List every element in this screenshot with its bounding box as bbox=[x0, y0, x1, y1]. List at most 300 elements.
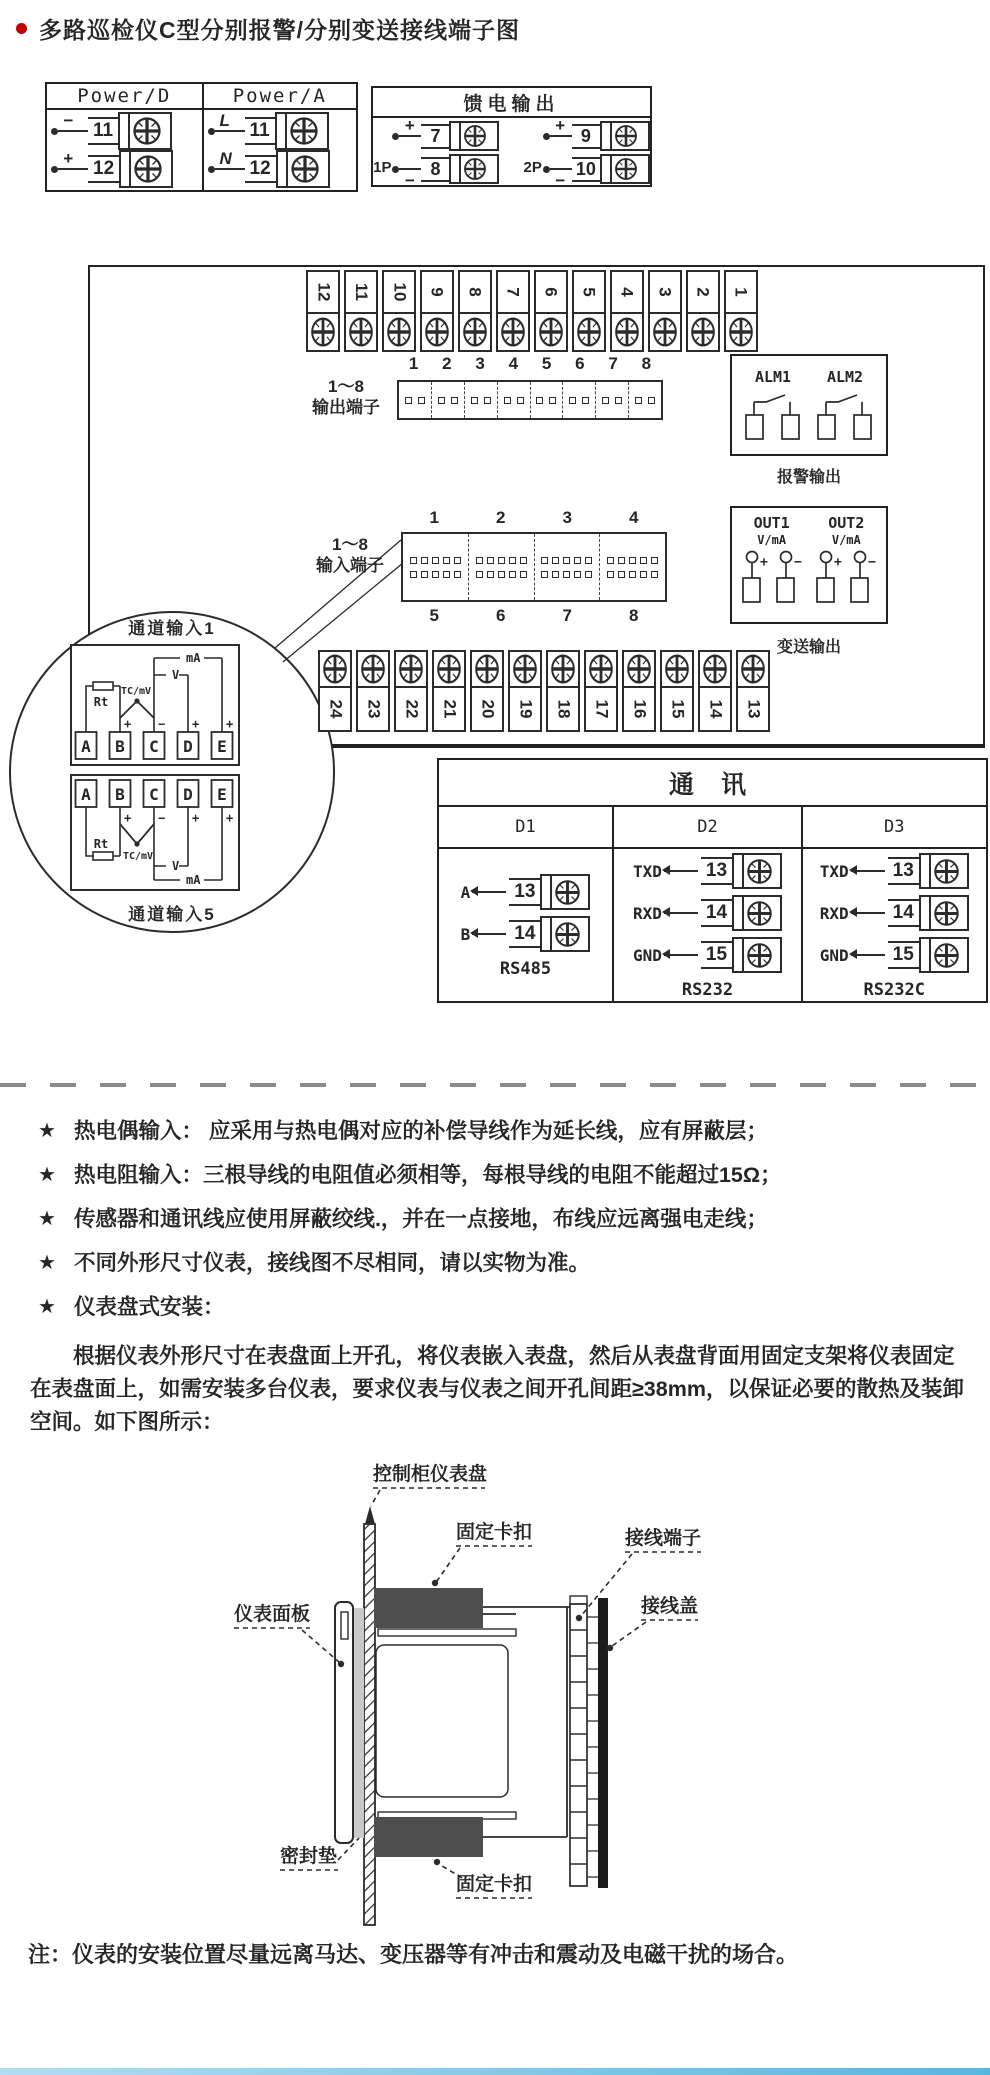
transmit-caption: 变送输出 bbox=[776, 639, 841, 656]
screw-terminal bbox=[358, 652, 388, 688]
svg-text:+: + bbox=[192, 811, 200, 825]
connector-number: 4 bbox=[629, 508, 639, 527]
screw-icon bbox=[424, 316, 450, 348]
svg-text:A: A bbox=[81, 785, 91, 804]
instrument-body bbox=[375, 1607, 571, 1837]
screw-terminal bbox=[586, 652, 616, 688]
terminal-number: 13 bbox=[888, 857, 919, 885]
output-connector-cell bbox=[530, 382, 563, 418]
terminal-cell bbox=[660, 650, 694, 732]
terminal-number: 15 bbox=[667, 699, 687, 719]
screw-terminal bbox=[119, 150, 173, 188]
screw-icon bbox=[740, 653, 766, 685]
screw-icon bbox=[554, 921, 581, 948]
connector-number: 4 bbox=[508, 354, 519, 373]
terminal-cell bbox=[648, 270, 682, 352]
terminal-cell bbox=[432, 650, 466, 732]
screw-icon bbox=[933, 900, 960, 927]
svg-text:Rt: Rt bbox=[93, 837, 109, 851]
note-text: 热电偶输入： 应采用与热电偶对应的补偿导线作为延长线，应有屏蔽层； bbox=[73, 1119, 768, 1143]
screw-icon bbox=[550, 653, 576, 685]
power-a-header: Power/A bbox=[204, 84, 357, 110]
wire-dot-icon bbox=[51, 166, 58, 173]
terminal-cell bbox=[584, 650, 618, 732]
terminal-cell bbox=[394, 650, 428, 732]
polarity-label: L bbox=[219, 111, 230, 130]
channel-1-label: 通道输入1 bbox=[128, 619, 216, 638]
screw-terminal bbox=[732, 853, 782, 889]
screw-terminal bbox=[738, 652, 768, 688]
connector-number: 6 bbox=[496, 606, 506, 625]
note-item bbox=[38, 1204, 968, 1235]
terminal-number: 5 bbox=[574, 272, 604, 314]
notes-list bbox=[38, 1116, 968, 1336]
title-row bbox=[16, 12, 976, 45]
screw-icon bbox=[322, 653, 348, 685]
screw-icon bbox=[588, 653, 614, 685]
screw-terminal bbox=[434, 652, 464, 688]
svg-text:−: − bbox=[793, 555, 802, 570]
note-text: 仪表盘式安装： bbox=[73, 1295, 225, 1319]
comm-signal-row bbox=[820, 937, 969, 973]
screw-icon bbox=[310, 316, 336, 348]
terminal-number: 10 bbox=[384, 272, 414, 314]
screw-icon bbox=[554, 879, 581, 906]
left-arrow-icon bbox=[472, 891, 506, 893]
terminal-number: 6 bbox=[536, 272, 566, 314]
output-unit: V/mA bbox=[831, 533, 861, 547]
terminal-cell bbox=[306, 270, 340, 352]
terminal-number: 14 bbox=[705, 699, 725, 719]
note-item bbox=[38, 1160, 968, 1191]
label-fixing-clip-top: 固定卡扣 bbox=[456, 1522, 533, 1543]
star-icon: ★ bbox=[38, 1208, 56, 1230]
wire-line bbox=[58, 111, 88, 132]
terminal-cell bbox=[686, 270, 720, 352]
terminal-number: 4 bbox=[612, 272, 642, 314]
alarm-relay bbox=[742, 368, 804, 442]
terminal-cell bbox=[534, 270, 568, 352]
terminal-number: 19 bbox=[515, 699, 535, 719]
terminal-cell bbox=[572, 270, 606, 352]
output-connector bbox=[397, 380, 663, 420]
feed-output-box bbox=[371, 86, 652, 190]
channel-5-schematic bbox=[70, 774, 240, 891]
svg-text:+: + bbox=[226, 717, 234, 731]
signal-label: RXD bbox=[632, 903, 662, 923]
screw-terminal bbox=[276, 150, 330, 188]
signal-label: GND bbox=[819, 945, 849, 965]
terminal-number: 15 bbox=[888, 941, 919, 969]
terminal-number: 15 bbox=[701, 941, 732, 969]
connector-number: 5 bbox=[429, 606, 439, 625]
communication-title: 通 讯 bbox=[439, 760, 986, 807]
input-connector bbox=[401, 532, 667, 602]
cabinet-panel bbox=[364, 1524, 375, 1925]
svg-text:−: − bbox=[158, 811, 166, 825]
interface-caption: RS485 bbox=[499, 959, 552, 979]
left-arrow-icon bbox=[851, 912, 885, 914]
output-connector-cell bbox=[497, 382, 530, 418]
instrument-front-panel bbox=[335, 1602, 353, 1843]
output-connector-cell bbox=[464, 382, 497, 418]
terminal-cell bbox=[622, 650, 656, 732]
comm-signal-row bbox=[633, 937, 782, 973]
screw-icon bbox=[132, 116, 162, 146]
svg-text:D: D bbox=[183, 737, 193, 756]
comm-signal-row bbox=[820, 895, 969, 931]
screw-terminal bbox=[612, 314, 642, 350]
screw-terminal bbox=[384, 314, 414, 350]
wire-line bbox=[399, 168, 421, 190]
screw-terminal bbox=[346, 314, 376, 350]
transmit-channel bbox=[737, 514, 807, 622]
page-title: 多路巡检仪C型分别报警/分别变送接线端子图 bbox=[39, 17, 520, 43]
connector-number: 2 bbox=[442, 354, 452, 373]
terminal-cell bbox=[736, 650, 770, 732]
connector-number: 8 bbox=[629, 606, 639, 625]
screw-icon bbox=[462, 316, 488, 348]
terminal-number: 17 bbox=[591, 699, 611, 719]
fixing-clip-bottom bbox=[374, 1817, 483, 1857]
terminal-number: 11 bbox=[245, 117, 275, 145]
wire-dot-icon bbox=[392, 133, 399, 140]
sealing-gasket bbox=[354, 1608, 364, 1838]
fixing-clip-top bbox=[374, 1588, 483, 1628]
svg-text:D: D bbox=[183, 785, 193, 804]
wire-dot-icon bbox=[392, 166, 399, 173]
power-d-column bbox=[47, 84, 202, 190]
screw-terminal bbox=[118, 112, 172, 150]
screw-icon bbox=[290, 154, 320, 184]
connector-number: 5 bbox=[541, 354, 552, 373]
label-front-panel: 仪表面板 bbox=[234, 1604, 311, 1625]
dashed-divider bbox=[0, 1083, 990, 1087]
screw-icon bbox=[614, 124, 638, 148]
screw-icon bbox=[746, 942, 773, 969]
svg-text:Rt: Rt bbox=[93, 695, 109, 709]
screw-icon bbox=[133, 154, 163, 184]
screw-icon bbox=[626, 653, 652, 685]
comm-signal-row bbox=[461, 916, 591, 952]
terminal-number: 3 bbox=[650, 272, 680, 314]
terminal-number: 2 bbox=[688, 272, 718, 314]
transmit-contacts-icon bbox=[811, 549, 881, 609]
feed-group-2p bbox=[523, 116, 649, 190]
alarm-relay bbox=[814, 368, 876, 442]
column-header: D2 bbox=[614, 807, 801, 849]
screw-icon bbox=[474, 653, 500, 685]
star-icon: ★ bbox=[38, 1296, 56, 1318]
svg-text:V: V bbox=[172, 668, 180, 682]
terminal-cell bbox=[610, 270, 644, 352]
screw-terminal bbox=[548, 652, 578, 688]
terminal-number: 13 bbox=[743, 699, 763, 719]
input-block-label: 1～8 输入端子 bbox=[316, 535, 384, 575]
screw-terminal bbox=[600, 154, 650, 184]
panel-pointer-icon bbox=[365, 1506, 375, 1524]
terminal-cell bbox=[546, 650, 580, 732]
screw-icon bbox=[614, 157, 638, 181]
polarity-label: + bbox=[554, 116, 565, 135]
screw-terminal bbox=[498, 314, 528, 350]
svg-text:−: − bbox=[868, 555, 877, 570]
left-arrow-icon bbox=[664, 912, 698, 914]
alarm-label: ALM2 bbox=[826, 368, 864, 386]
svg-text:C: C bbox=[149, 737, 159, 756]
terminal-cover bbox=[598, 1598, 608, 1888]
terminal-number: 7 bbox=[421, 124, 449, 149]
left-arrow-icon bbox=[851, 870, 885, 872]
screw-terminal bbox=[472, 652, 502, 688]
terminal-number: 8 bbox=[460, 272, 490, 314]
terminal-cell bbox=[356, 650, 390, 732]
comm-signal-row bbox=[461, 874, 591, 910]
wire-line bbox=[215, 111, 245, 132]
input-numbers-bottom bbox=[401, 606, 667, 626]
screw-icon bbox=[746, 900, 773, 927]
screw-terminal bbox=[700, 652, 730, 688]
polarity-label: − bbox=[554, 171, 565, 190]
terminal-number: 12 bbox=[245, 155, 276, 183]
svg-text:+: + bbox=[124, 811, 132, 825]
screw-terminal bbox=[460, 314, 490, 350]
connector-number: 2 bbox=[496, 508, 506, 527]
terminal-number: 9 bbox=[572, 124, 600, 149]
svg-text:+: + bbox=[124, 717, 132, 731]
screw-icon bbox=[746, 858, 773, 885]
installation-diagram bbox=[160, 1450, 780, 1940]
terminal-cell bbox=[344, 270, 378, 352]
power-d-row-11 bbox=[51, 112, 198, 150]
screw-icon bbox=[538, 316, 564, 348]
power-d-row-12 bbox=[51, 150, 198, 188]
wire-dot-icon bbox=[208, 166, 215, 173]
star-icon: ★ bbox=[38, 1252, 56, 1274]
wire-line bbox=[215, 149, 245, 170]
output-unit: V/mA bbox=[757, 533, 787, 547]
connector-number: 7 bbox=[562, 606, 572, 625]
terminal-number: 13 bbox=[701, 857, 732, 885]
screw-terminal bbox=[308, 314, 338, 350]
terminal-number: 14 bbox=[509, 920, 540, 948]
feed-row bbox=[543, 116, 650, 151]
terminal-number: 8 bbox=[421, 157, 449, 182]
terminal-number: 9 bbox=[422, 272, 452, 314]
output-connector-cell bbox=[431, 382, 464, 418]
left-arrow-icon bbox=[472, 933, 506, 935]
screw-terminal bbox=[688, 314, 718, 350]
screw-icon bbox=[933, 942, 960, 969]
screw-terminal bbox=[732, 937, 782, 973]
comm-signal-row bbox=[633, 853, 782, 889]
feed-row bbox=[392, 154, 499, 190]
screw-icon bbox=[512, 653, 538, 685]
screw-icon bbox=[463, 157, 487, 181]
screw-terminal bbox=[919, 937, 969, 973]
screw-icon bbox=[436, 653, 462, 685]
left-arrow-icon bbox=[664, 954, 698, 956]
output-name: OUT2 bbox=[828, 514, 865, 532]
interface-caption: RS232 bbox=[681, 980, 734, 1000]
svg-text:C: C bbox=[149, 785, 159, 804]
terminal-number: 18 bbox=[553, 699, 573, 719]
terminal-cell bbox=[318, 650, 352, 732]
bottom-note: 注：仪表的安装位置尽量远离马达、变压器等有冲击和震动及电磁干扰的场合。 bbox=[28, 1942, 799, 1967]
wire-dot-icon bbox=[51, 128, 58, 135]
terminal-number: 24 bbox=[325, 699, 345, 719]
label-terminal-cover: 接线盖 bbox=[641, 1596, 699, 1617]
screw-terminal bbox=[600, 121, 650, 151]
terminal-cell bbox=[698, 650, 732, 732]
screw-terminal bbox=[510, 652, 540, 688]
terminal-number: 16 bbox=[629, 699, 649, 719]
signal-label: B bbox=[460, 924, 471, 944]
screw-terminal bbox=[540, 874, 590, 910]
input-numbers-top bbox=[401, 508, 667, 528]
svg-text:−: − bbox=[158, 717, 166, 731]
wire-line bbox=[550, 116, 572, 137]
wire-dot-icon bbox=[543, 166, 550, 173]
power-a-row-12 bbox=[208, 150, 353, 188]
transmit-channel bbox=[811, 514, 881, 622]
channel-5-label: 通道输入5 bbox=[128, 905, 216, 924]
terminal-cell bbox=[420, 270, 454, 352]
comm-column-d3 bbox=[801, 807, 986, 1001]
terminal-number: 11 bbox=[88, 117, 118, 145]
label-terminal-block: 接线端子 bbox=[625, 1528, 702, 1549]
power-d-header: Power/D bbox=[47, 84, 202, 110]
relay-contact-icon bbox=[742, 388, 804, 442]
polarity-label: − bbox=[63, 111, 73, 130]
svg-text:B: B bbox=[115, 785, 125, 804]
power-a-row-11 bbox=[208, 112, 353, 150]
polarity-label: + bbox=[404, 116, 415, 135]
screw-terminal bbox=[449, 154, 499, 184]
screw-icon bbox=[702, 653, 728, 685]
screw-terminal bbox=[320, 652, 350, 688]
svg-text:+: + bbox=[192, 717, 200, 731]
terminal-cell bbox=[382, 270, 416, 352]
connector-number: 3 bbox=[475, 354, 485, 373]
output-connector-cell bbox=[628, 382, 661, 418]
star-icon: ★ bbox=[38, 1120, 56, 1142]
alarm-label: ALM1 bbox=[754, 368, 792, 386]
terminal-block bbox=[570, 1604, 587, 1886]
input-connector-cell bbox=[534, 534, 600, 600]
terminal-number: 11 bbox=[346, 272, 376, 314]
input-connector-cell bbox=[403, 534, 468, 600]
svg-text:+: + bbox=[834, 555, 843, 570]
svg-text:mA: mA bbox=[186, 873, 201, 887]
screw-icon bbox=[576, 316, 602, 348]
top-terminal-strip bbox=[306, 270, 758, 352]
comm-column-d2 bbox=[612, 807, 801, 1001]
bottom-blue-strip bbox=[0, 2068, 990, 2075]
label-gasket: 密封垫 bbox=[280, 1846, 338, 1867]
polarity-label: + bbox=[63, 149, 73, 168]
power-terminal-box bbox=[45, 82, 358, 192]
bullet-dot-icon bbox=[16, 23, 27, 34]
communication-table bbox=[437, 758, 988, 1003]
screw-terminal bbox=[422, 314, 452, 350]
connector-number: 3 bbox=[562, 508, 572, 527]
terminal-number: 12 bbox=[88, 155, 119, 183]
label-cabinet-panel: 控制柜仪表盘 bbox=[373, 1464, 488, 1485]
channel-1-schematic bbox=[70, 644, 240, 766]
terminal-cell bbox=[496, 270, 530, 352]
note-text: 不同外形尺寸仪表，接线图不尽相同，请以实物为准。 bbox=[73, 1251, 590, 1275]
bottom-terminal-strip bbox=[318, 650, 770, 732]
wire-line bbox=[550, 168, 572, 190]
left-arrow-icon bbox=[851, 954, 885, 956]
feed-row bbox=[543, 154, 650, 190]
feed-row bbox=[392, 116, 499, 151]
wire-line bbox=[58, 149, 88, 170]
signal-label: RXD bbox=[819, 903, 849, 923]
screw-icon bbox=[348, 316, 374, 348]
connector-number: 6 bbox=[575, 354, 585, 373]
output-connector-cell bbox=[399, 382, 431, 418]
note-item bbox=[38, 1292, 968, 1323]
svg-text:E: E bbox=[217, 785, 227, 804]
install-paragraph: 根据仪表外形尺寸在表盘面上开孔，将仪表嵌入表盘，然后从表盘背面用固定支架将仪表固定在表盘面上，如需安装多台仪表，要求仪表与仪表之间开孔间距≥38mm，以保证必要的散热及装卸空间。如下图所示： bbox=[30, 1344, 964, 1434]
input-connector-cell bbox=[599, 534, 665, 600]
terminal-number: 14 bbox=[701, 899, 732, 927]
terminal-number: 14 bbox=[888, 899, 919, 927]
screw-icon bbox=[500, 316, 526, 348]
svg-text:TC/mV: TC/mV bbox=[120, 686, 152, 697]
group-name: 2P bbox=[523, 159, 542, 176]
column-header: D3 bbox=[803, 807, 986, 849]
screw-icon bbox=[386, 316, 412, 348]
terminal-number: 12 bbox=[308, 272, 338, 314]
svg-text:V: V bbox=[172, 859, 180, 873]
screw-icon bbox=[690, 316, 716, 348]
screw-icon bbox=[664, 653, 690, 685]
note-item bbox=[38, 1116, 968, 1147]
terminal-number: 21 bbox=[439, 699, 459, 719]
screw-terminal bbox=[732, 895, 782, 931]
svg-text:E: E bbox=[217, 737, 227, 756]
connector-number: 7 bbox=[608, 354, 618, 373]
signal-label: TXD bbox=[819, 861, 849, 881]
comm-signal-row bbox=[820, 853, 969, 889]
terminal-cell bbox=[458, 270, 492, 352]
alarm-output-box bbox=[730, 354, 888, 456]
terminal-cell bbox=[724, 270, 758, 352]
transmit-output-box bbox=[730, 506, 888, 624]
terminal-cell bbox=[508, 650, 542, 732]
connector-number: 1 bbox=[408, 354, 419, 373]
power-a-column bbox=[202, 84, 357, 190]
wire-dot-icon bbox=[208, 128, 215, 135]
terminal-number: 20 bbox=[477, 699, 497, 719]
terminal-number: 1 bbox=[726, 272, 756, 314]
screw-icon bbox=[398, 653, 424, 685]
screw-terminal bbox=[574, 314, 604, 350]
screw-icon bbox=[614, 316, 640, 348]
left-arrow-icon bbox=[664, 870, 698, 872]
comm-column-d1 bbox=[439, 807, 612, 1001]
alarm-caption: 报警输出 bbox=[776, 469, 841, 486]
svg-text:mA: mA bbox=[186, 651, 201, 665]
wire-line bbox=[399, 116, 421, 137]
screw-terminal bbox=[650, 314, 680, 350]
screw-terminal bbox=[275, 112, 329, 150]
screw-terminal bbox=[624, 652, 654, 688]
screw-terminal bbox=[536, 314, 566, 350]
